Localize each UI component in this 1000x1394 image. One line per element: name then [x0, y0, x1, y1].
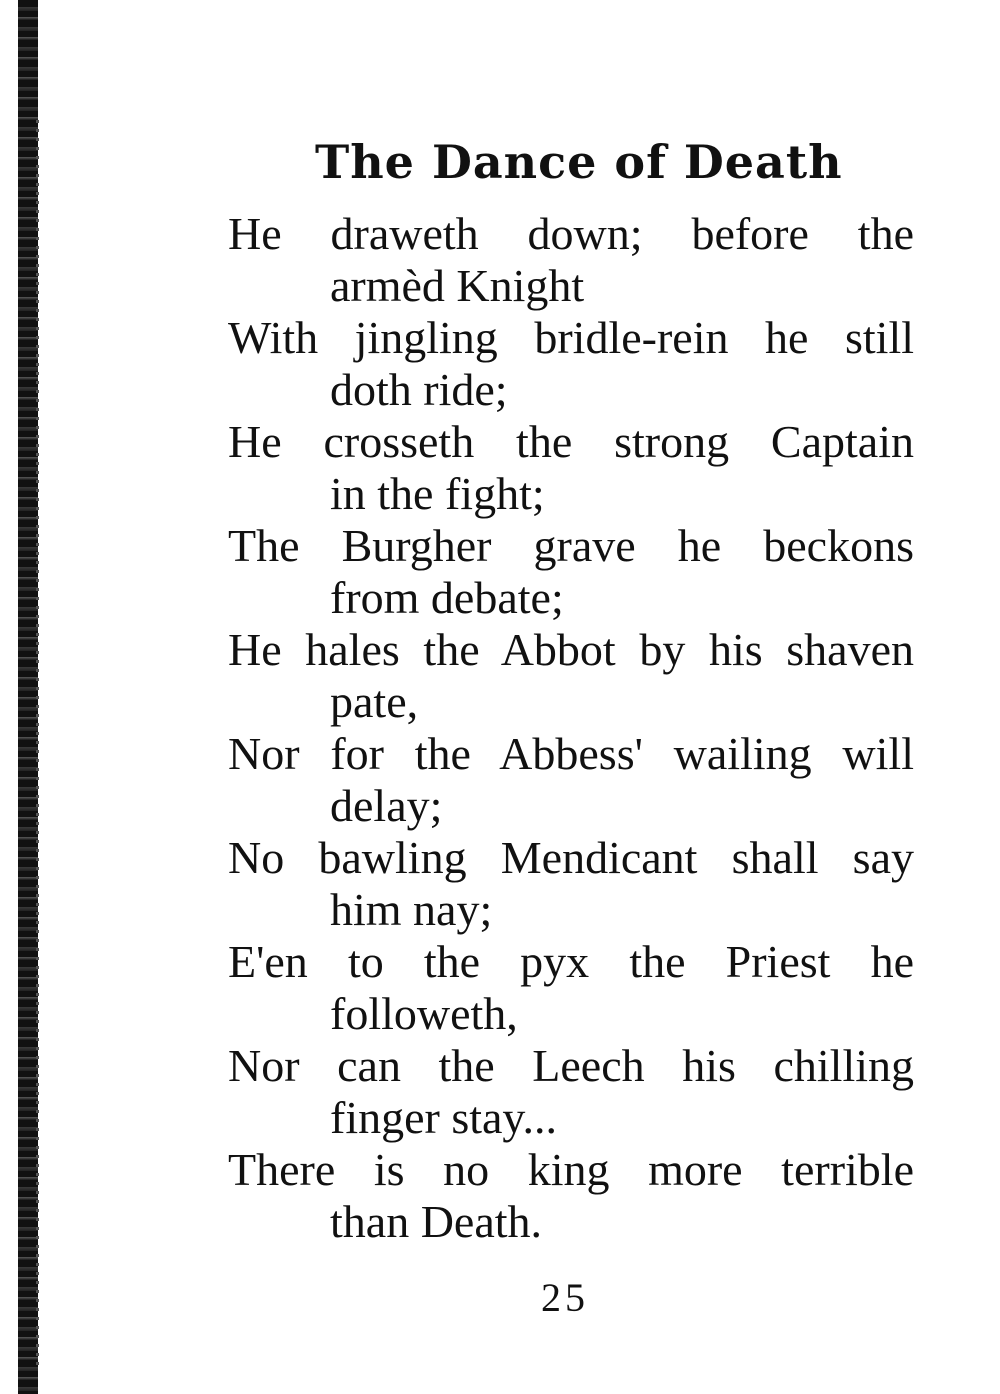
poem-line: There is no king more terrible	[228, 1144, 914, 1195]
book-spine-edge	[18, 0, 38, 1394]
poem-line: With jingling bridle-rein he still	[228, 312, 914, 363]
poem-line: The Burgher grave he beckons	[228, 520, 914, 571]
poem-line: No bawling Mendicant shall say	[228, 832, 914, 883]
poem-line-continuation: than Death.	[330, 1196, 543, 1247]
poem-line-continuation: followeth,	[330, 988, 518, 1039]
poem-line-continuation: in the fight;	[330, 468, 545, 519]
poem-line: Nor for the Abbess' wailing will	[228, 728, 914, 779]
poem-line-continuation: finger stay...	[330, 1092, 557, 1143]
page-number: 25	[541, 1275, 589, 1320]
poem-line: Nor can the Leech his chilling	[228, 1040, 914, 1091]
poem-line-continuation: armèd Knight	[330, 260, 585, 311]
poem-line-continuation: delay;	[330, 780, 443, 831]
poem-line: He draweth down; before the	[228, 208, 914, 259]
book-spine-shadow	[36, 120, 39, 1370]
poem-line-continuation: him nay;	[330, 884, 493, 935]
poem-body	[228, 208, 914, 1248]
poem-line-continuation: pate,	[330, 676, 419, 727]
poem-line: E'en to the pyx the Priest he	[228, 936, 914, 987]
poem-line: He crosseth the strong Captain	[228, 416, 914, 467]
poem-line-continuation: from debate;	[330, 572, 564, 623]
poem-line-continuation: doth ride;	[330, 364, 508, 415]
page-title: The Dance of Death	[315, 135, 843, 189]
poem-line: He hales the Abbot by his shaven	[228, 624, 914, 675]
